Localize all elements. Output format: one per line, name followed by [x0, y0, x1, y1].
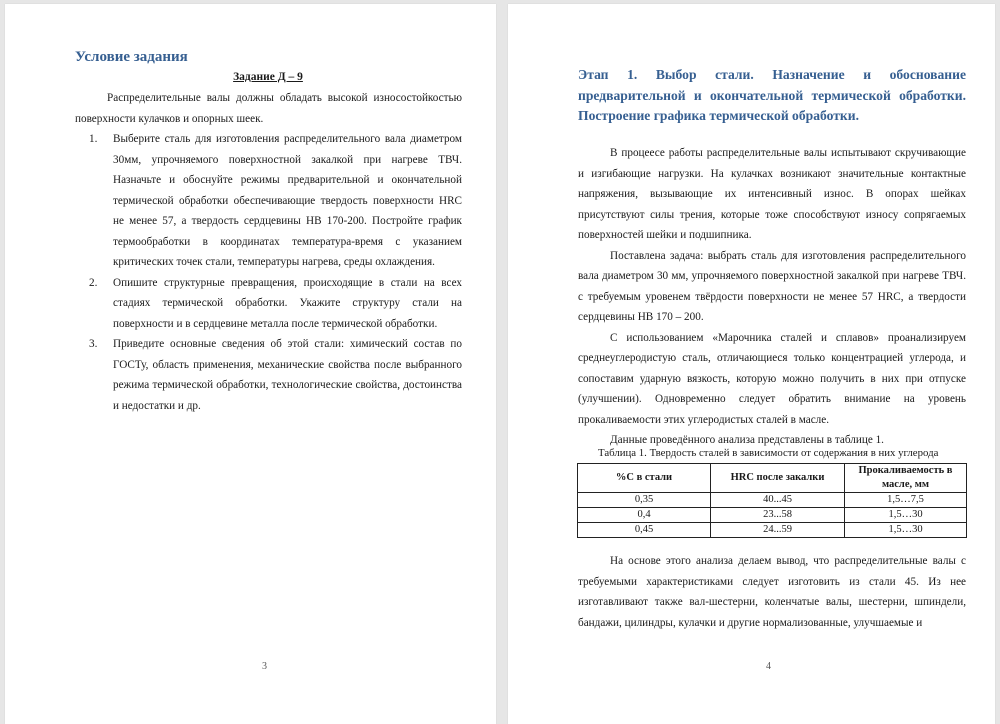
list-item: 2. Опишите структурные превращения, происходящие в стали на всех стадиях термической обработки. Укажите структуру стали на поверхности и в сердцевине металла после термической обработки.: [89, 276, 462, 330]
column-header: HRC после закалки: [711, 464, 845, 493]
intro-paragraph: Распределительные валы должны обладать высокой износостойкостью поверхности кулачков и опорных шеек.: [75, 92, 462, 125]
table-header-row: [578, 464, 967, 493]
paragraph: С использованием «Марочника сталей и сплавов» проанализируем среднеуглеродистую сталь, отличающиеся только концентрацией углерода, и сопоставим ударную вязкость, которую можно получить в них при отпуске (улучшении). Одновременно следует обратить внимание на уровень прокаливаемости этих углеродистых сталей в масле.: [578, 331, 966, 426]
table-row: 0,4 23...58 1,5…30: [578, 508, 967, 523]
table-row: 0,45 24...59 1,5…30: [578, 523, 967, 538]
page-number: 3: [262, 661, 267, 672]
paragraph: Поставлена задача: выбрать сталь для изготовления распределительного вала диаметром 30 мм, упрочняемого поверхностной закалкой при нагреве ТВЧ. с требуемым уровенем твёрдости поверхности не менее 57 HRC, а твердости сердцевины НВ 170 – 200.: [578, 249, 966, 323]
task-list: [75, 129, 462, 416]
table-caption: Таблица 1. Твердость сталей в зависимости от содержания в них углерода: [598, 447, 939, 459]
section-heading: Этап 1. Выбор стали. Назначение и обоснование предварительной и окончательной термической обработки. Построение графика термической обработки.: [578, 67, 966, 123]
list-item: 1. Выберите сталь для изготовления распределительного вала диаметром 30мм, упрочняемого поверхностной закалкой при нагреве ТВЧ. Назначьте и обоснуйте режимы предварительной и окончательной термической обработки обеспечивающие твердость поверхности HRC не менее 57, а твердость сердцевины НВ 170-200. Постройте график термообработки в координатах температура-время с указанием критических точек стали, температуры нагрева, среды охлаждения.: [89, 133, 462, 268]
column-header: Прокаливаемость в масле, мм: [845, 464, 967, 493]
list-item: 3. Приведите основные сведения об этой стали: химический состав по ГОСТу, область применения, механические свойства после выбранного режима термической обработки, технологические свойства, достоинства и недостатки и др.: [89, 338, 462, 412]
hardness-table: [577, 463, 967, 538]
paragraph: Данные проведённого анализа представлены в таблице 1.: [610, 434, 884, 446]
conclusion-paragraph: На основе этого анализа делаем вывод, что распределительные валы с требуемыми характеристиками следует изготовить из стали 45. Из нее изготавливают также вал-шестерни, коленчатые валы, шестерни, шпиндели, бандажи, цилиндры, кулачки и другие нормализованные, улучшаемые и: [578, 555, 966, 629]
document-page-3: [5, 4, 496, 724]
table-row: 0,35 40...45 1,5…7,5: [578, 493, 967, 508]
page-number: 4: [766, 661, 771, 672]
task-title: Задание Д – 9: [233, 71, 303, 83]
column-header: %С в стали: [578, 464, 711, 493]
paragraph: В процеесе работы распределительные валы испытывают скручивающие и изгибающие нагрузки. На кулачках возникают значительные контактные напряжения, вызывающие их интенсивный износ. В опорах шейках присутствуют силы трения, которые тоже способствуют износу сопрягаемых поверхностей шейки и подшипника.: [578, 147, 966, 241]
document-page-4: [508, 4, 995, 724]
section-heading: Условие задания: [75, 49, 188, 65]
